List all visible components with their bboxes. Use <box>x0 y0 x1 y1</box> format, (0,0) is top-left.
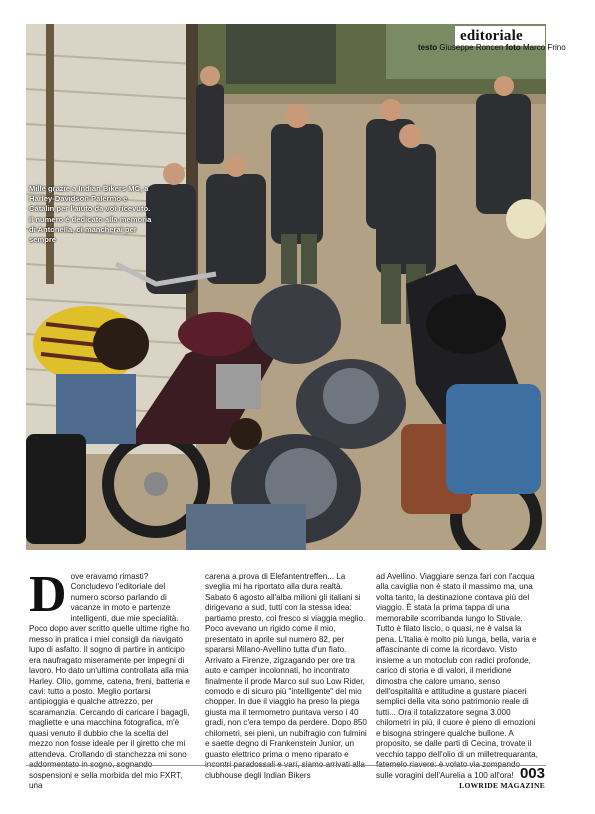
text-credit-label: testo <box>418 43 438 52</box>
hero-photo <box>26 24 546 550</box>
magazine-name: LOWRIDE MAGAZINE <box>459 781 545 790</box>
photo-caption: Mille grazie a Indian Bikers MC, a Harley-Davidson Palermo e Cătălin per l'aiuto da voi ricevuto. Il numero è dedicato alla memoria di Antonella, ci mancherai per sempre <box>29 184 152 245</box>
drop-cap: D <box>29 566 67 623</box>
footer-rule <box>26 765 546 766</box>
section-title: editoriale <box>460 28 523 44</box>
photo-credit-label: foto <box>505 43 521 52</box>
column-1-text: ove eravamo rimasti? Concludevo l'editoriale del numero scorso parlando di vacanze in moto e partenze intelligenti, due mie specialità. Poco dopo aver scritto quelle ultime righe ho messo in pratica i miei consigli da navigato lupo di asfalto. Il sogno di partire in anticipo era naufragato miseramente per impegni di lavoro. Ho dato un'ultima controllata alla mia Harley. Olio, gomme, catena, freni, batteria e cavi: tutto a posto. Meglio portarsi antipioggia e qualche attrezzo, per scaramanzia. Cercando di caricare i bagagli, magliette e una macchina fotografica, m'è quasi venuto il dubbio che la scelta del mezzo non fosse ideale per il giretto che mi attendeva. Crollando di stanchezza mi sono sospensioni e sella morbida del mio FXRT, una <box>29 572 191 791</box>
article-column-1 <box>29 566 191 792</box>
page-number: 003 <box>519 765 545 782</box>
article-column-2: carena a prova di Elefantentreffen... La sveglia mi ha riportato alla dura realtà. Sabato 6 agosto all'alba milioni gli italiani si dirigevano a sud, tutti con la stessa idea: partiamo presto, col fresco si viaggia meglio. Poco avevano un rigido come il mio, presentato in aprile sul numero 82, per spararsi Milano-Avellino tutta d'un fiato. Arrivato a Firenze, zigzagando per ore tra auto e camper incolonnati, ho incontrato finalmente il prode Marco sul suo Low Rider, comodo e di sicuro più "intelligente" del mio chopper. In due il viaggio ha preso la piega giusta ma il termometro puntava verso i 40 gradi, non c'era tempo da perdere. Dopo 850 chilometri, sei pieni, un nubifragio con fulmini e saette degno di Frankenstein Junior, un guasto elettrico prima o meno riparato e clubhouse degli Indian Bikers <box>205 572 367 780</box>
photo-credit-author: Marco Frino <box>522 43 566 52</box>
article-column-3: ad Avellino. Viaggiare senza fari con l'acqua alla caviglia non è stato il massimo ma, una volta tanto, la destinazione contava più del viaggio. È stata la prima tappa di una memorabile scorribanda lungo lo Stivale. Tutto è filato liscio, o quasi, ne è valsa la pena. L'Italia è molto più lunga, bella, varia e affascinante di come la ricordavo. Visto insieme a un motoclub con radici profonde, carico di storia e di valori, il meridione dimostra che calore umano, senso dell'ospitalità e attitudine a gustare piaceri semplici della vita sono patrimonio reale di tutti... Ora il totalizzatore segna 3.000 chilometri in più, il cuore è pieno di emozioni e bisogna stringere qualche bullone. A proposito, se dalle parti di Cecina, trovate il vecchio tappo dell'olio di un milletrequaranta, sulle voragini dell'Aurelia a 100 all'ora! <box>376 572 538 780</box>
credits <box>418 43 566 52</box>
text-credit-author: Giuseppe Roncen <box>439 43 504 52</box>
